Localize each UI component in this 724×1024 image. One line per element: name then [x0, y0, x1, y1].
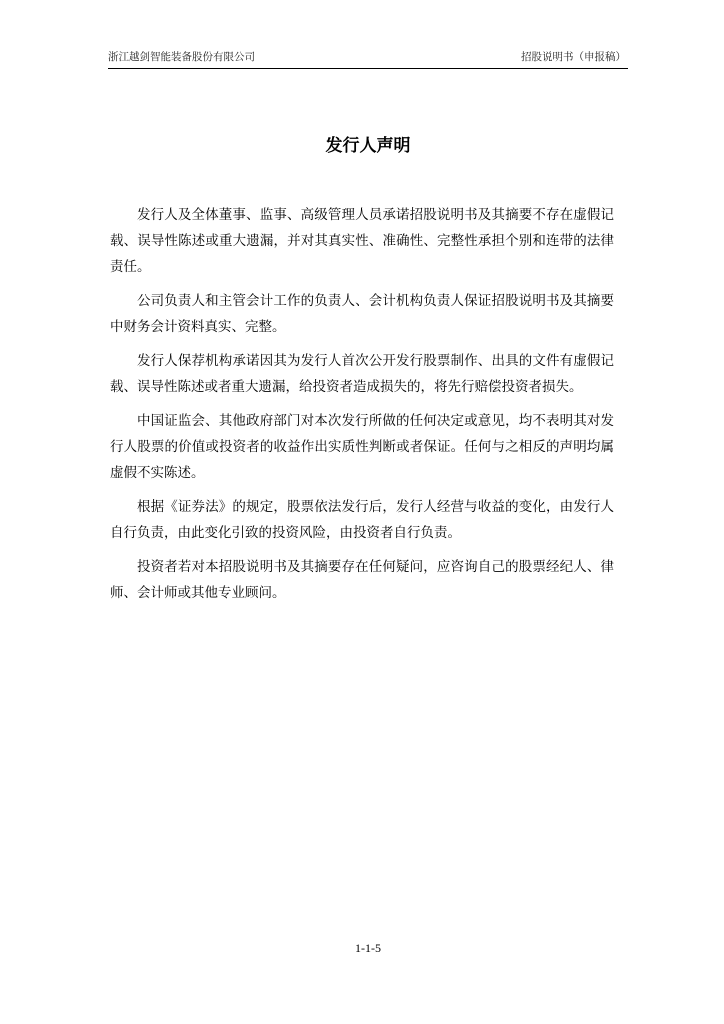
header-document-title: 招股说明书（申报稿） [521, 51, 626, 63]
paragraph-6: 投资者若对本招股说明书及其摘要存在任何疑问，应咨询自己的股票经纪人、律师、会计师或其他专业顾问。 [110, 559, 614, 601]
statement-body [110, 202, 614, 614]
paragraph-3: 发行人保荐机构承诺因其为发行人首次公开发行股票制作、出具的文件有虚假记载、误导性陈述或者重大遗漏，给投资者造成损失的，将先行赔偿投资者损失。 [110, 353, 614, 395]
paragraph-4: 中国证监会、其他政府部门对本次发行所做的任何决定或意见，均不表明其对发行人股票的价值或投资者的收益作出实质性判断或者保证。任何与之相反的声明均属虚假不实陈述。 [110, 413, 614, 481]
paragraph-1: 发行人及全体董事、监事、高级管理人员承诺招股说明书及其摘要不存在虚假记载、误导性陈述或重大遗漏，并对其真实性、准确性、完整性承担个别和连带的法律责任。 [110, 207, 614, 275]
header-company-name: 浙江越剑智能装备股份有限公司 [108, 51, 255, 63]
page-number: 1-1-5 [355, 941, 381, 955]
page-title: 发行人声明 [325, 136, 411, 156]
paragraph-2: 公司负责人和主管会计工作的负责人、会计机构负责人保证招股说明书及其摘要中财务会计资料真实、完整。 [110, 293, 614, 335]
page-header [108, 50, 628, 69]
paragraph-5: 根据《证券法》的规定，股票依法发行后，发行人经营与收益的变化，由发行人自行负责，由此变化引致的投资风险，由投资者自行负责。 [110, 499, 614, 541]
